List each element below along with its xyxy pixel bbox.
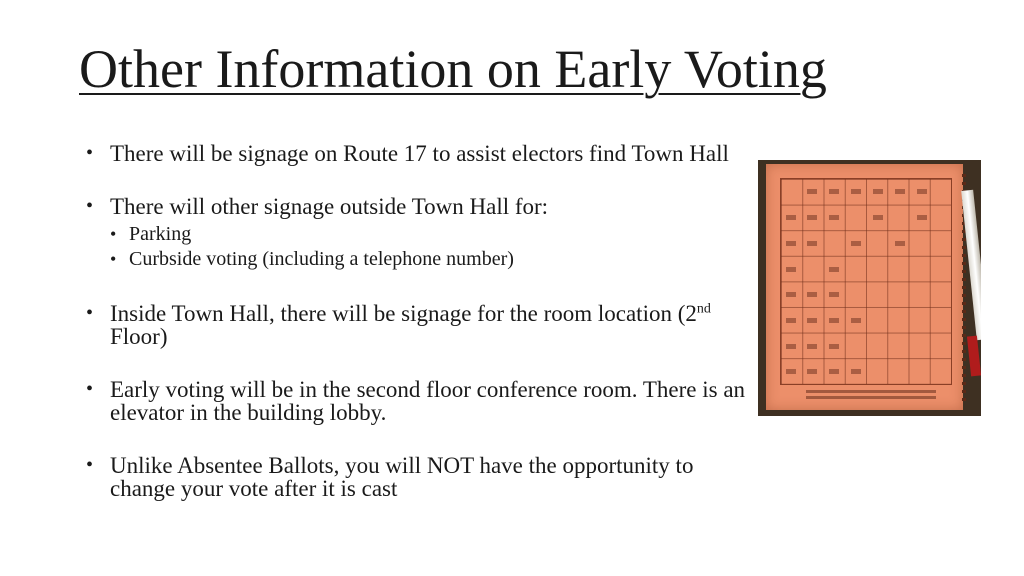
ordinal-superscript: nd bbox=[696, 301, 711, 317]
sub-bullet-text: Curbside voting (including a telephone number) bbox=[129, 248, 514, 270]
ballot-paper bbox=[766, 164, 963, 410]
bullet-dot-icon: • bbox=[86, 454, 94, 476]
bullet-text-before: Inside Town Hall, there will be signage for the room location (2 bbox=[110, 301, 697, 326]
bullet-item bbox=[86, 378, 746, 424]
ballot-grid bbox=[780, 178, 952, 385]
bullet-text: Unlike Absentee Ballots, you will NOT have the opportunity to change your vote after it is cast bbox=[110, 453, 694, 501]
bullet-item bbox=[86, 302, 746, 348]
bullet-text-after: Floor) bbox=[110, 324, 168, 349]
sub-bullet-dot-icon: • bbox=[110, 224, 117, 244]
sub-bullet-text: Parking bbox=[129, 223, 192, 245]
ballot-photo bbox=[758, 160, 981, 416]
bullet-text: There will other signage outside Town Hall for: bbox=[110, 194, 549, 219]
sub-bullet-item bbox=[110, 222, 746, 247]
sub-bullet-list bbox=[110, 222, 746, 272]
pen-cap-icon bbox=[967, 336, 981, 377]
bullet-dot-icon: • bbox=[86, 378, 94, 400]
ballot-footer-text bbox=[806, 390, 936, 393]
bullet-dot-icon: • bbox=[86, 302, 94, 324]
bullet-item bbox=[86, 454, 746, 500]
bullet-dot-icon: • bbox=[86, 142, 94, 164]
bullet-text: There will be signage on Route 17 to assist electors find Town Hall bbox=[110, 141, 729, 166]
bullet-item bbox=[86, 195, 746, 272]
sub-bullet-dot-icon: • bbox=[110, 249, 117, 269]
bullet-text: Early voting will be in the second floor conference room. There is an elevator in the building lobby. bbox=[110, 377, 746, 425]
slide-title: Other Information on Early Voting bbox=[79, 39, 827, 99]
sub-bullet-item bbox=[110, 247, 746, 272]
bullet-item bbox=[86, 142, 746, 165]
bullet-list bbox=[86, 142, 746, 500]
bullet-dot-icon: • bbox=[86, 195, 94, 217]
